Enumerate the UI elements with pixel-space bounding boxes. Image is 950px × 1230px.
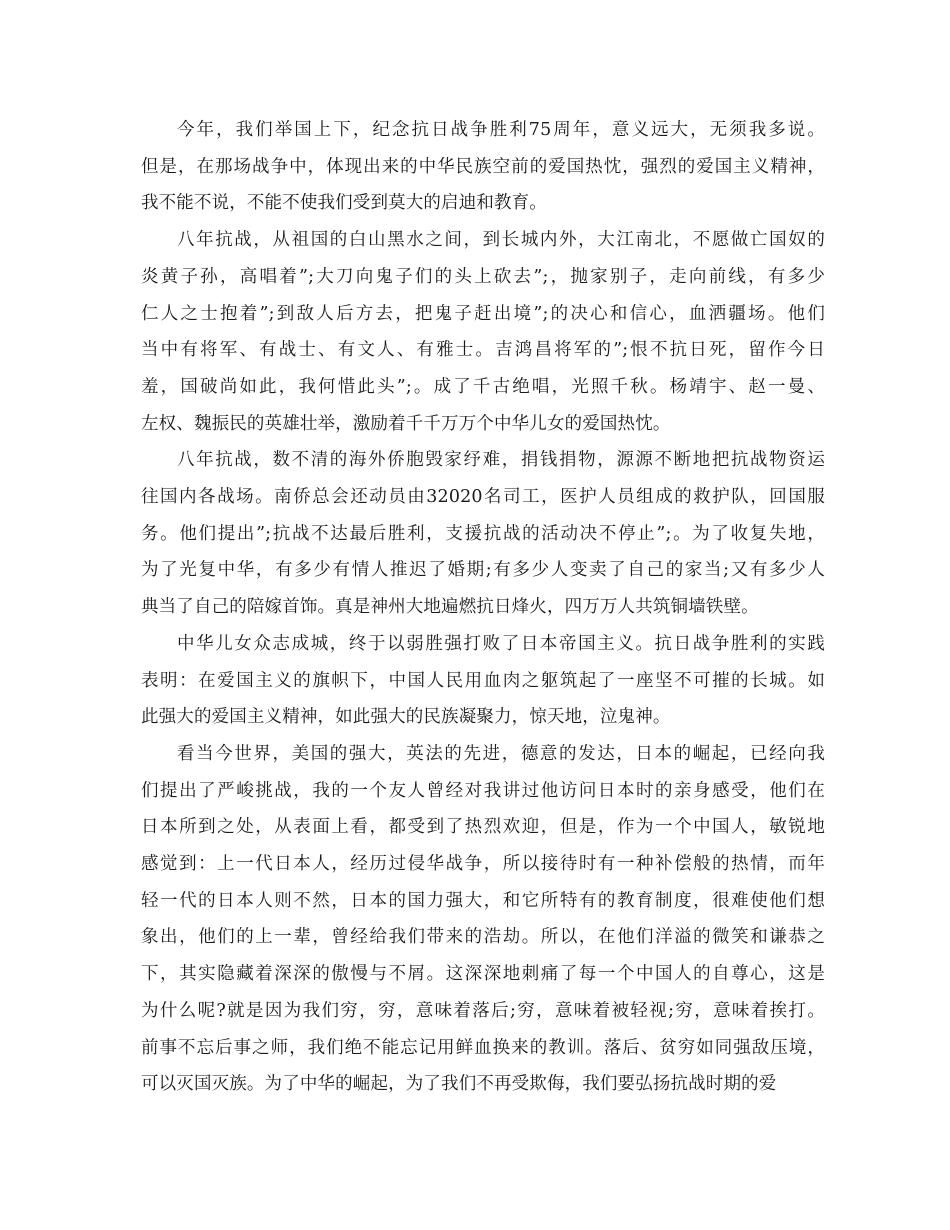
paragraph	[141, 736, 825, 1103]
paragraph	[141, 222, 825, 442]
text-line: 象出，他们的上一辈，曾经给我们带来的浩劫。所以，在他们洋溢的微笑和谦恭之	[141, 927, 825, 948]
paragraph	[141, 112, 825, 222]
text-line: 中华儿女众志成城，终于以弱胜强打败了日本帝国主义。抗日战争胜利的实践	[177, 633, 825, 654]
text-line: 我不能不说，不能不使我们受到莫大的启迪和教育。	[141, 193, 547, 214]
text-line: 下，其实隐藏着深深的傲慢与不屑。这深深地刺痛了每一个中国人的自尊心，这是	[141, 964, 825, 985]
text-line: 左权、魏振民的英雄壮举，激励着千千万万个中华儿女的爱国热忱。	[141, 413, 671, 434]
text-line: 可以灭国灭族。为了中华的崛起，为了我们不再受欺侮，我们要弘扬抗战时期的爱	[141, 1074, 777, 1095]
text-line: 务。他们提出”;抗战不达最后胜利，支援抗战的活动决不停止”;。为了收复失地，	[141, 523, 825, 544]
text-line: 感觉到：上一代日本人，经历过侵华战争，所以接待时有一种补偿般的热情，而年	[141, 854, 825, 875]
text-line: 仁人之士抱着”;到敌人后方去，把鬼子赶出境”;的决心和信心，血洒疆场。他们	[141, 303, 825, 324]
text-line: 但是，在那场战争中，体现出来的中华民族空前的爱国热忱，强烈的爱国主义精神，	[141, 156, 825, 177]
text-line: 们提出了严峻挑战，我的一个友人曾经对我讲过他访问日本时的亲身感受，他们在	[141, 780, 825, 801]
document-body	[141, 112, 825, 1103]
text-line: 看当今世界，美国的强大，英法的先进，德意的发达，日本的崛起，已经向我	[177, 743, 825, 764]
text-line: 表明：在爱国主义的旗帜下，中国人民用血肉之躯筑起了一座坚不可摧的长城。如	[141, 670, 825, 691]
text-line: 为了光复中华，有多少有情人推迟了婚期;有多少人变卖了自己的家当;又有多少人	[141, 560, 825, 581]
text-line: 当中有将军、有战士、有文人、有雅士。吉鸿昌将军的”;恨不抗日死，留作今日	[141, 340, 825, 361]
text-line: 前事不忘后事之师，我们绝不能忘记用鲜血换来的教训。落后、贫穷如同强敌压境，	[141, 1037, 825, 1058]
text-line: 为什么呢?就是因为我们穷，穷，意味着落后;穷，意味着被轻视;穷，意味着挨打。	[141, 1000, 825, 1021]
text-line: 此强大的爱国主义精神，如此强大的民族凝聚力，惊天地，泣鬼神。	[141, 707, 671, 728]
text-line: 典当了自己的陪嫁首饰。真是神州大地遍燃抗日烽火，四万万人共筑铜墙铁壁。	[141, 597, 759, 618]
text-line: 今年，我们举国上下，纪念抗日战争胜利75周年，意义远大，无须我多说。	[177, 120, 825, 140]
paragraph	[141, 442, 825, 626]
text-line: 炎黄子孙，高唱着”;大刀向鬼子们的头上砍去”;，抛家别子，走向前线，有多少	[141, 266, 825, 287]
text-line: 八年抗战，数不清的海外侨胞毁家纾难，捐钱捐物，源源不断地把抗战物资运	[177, 450, 825, 471]
text-line: 轻一代的日本人则不然，日本的国力强大，和它所特有的教育制度，很难使他们想	[141, 890, 825, 911]
text-line: 日本所到之处，从表面上看，都受到了热烈欢迎，但是，作为一个中国人，敏锐地	[141, 817, 825, 838]
text-line: 往国内各战场。南侨总会还动员由32020名司工，医护人员组成的救护队，回国服	[141, 487, 825, 508]
text-line: 八年抗战，从祖国的白山黑水之间，到长城内外，大江南北，不愿做亡国奴的	[177, 230, 825, 251]
paragraph	[141, 626, 825, 736]
text-line: 羞，国破尚如此，我何惜此头”;。成了千古绝唱，光照千秋。杨靖宇、赵一曼、	[141, 376, 825, 397]
